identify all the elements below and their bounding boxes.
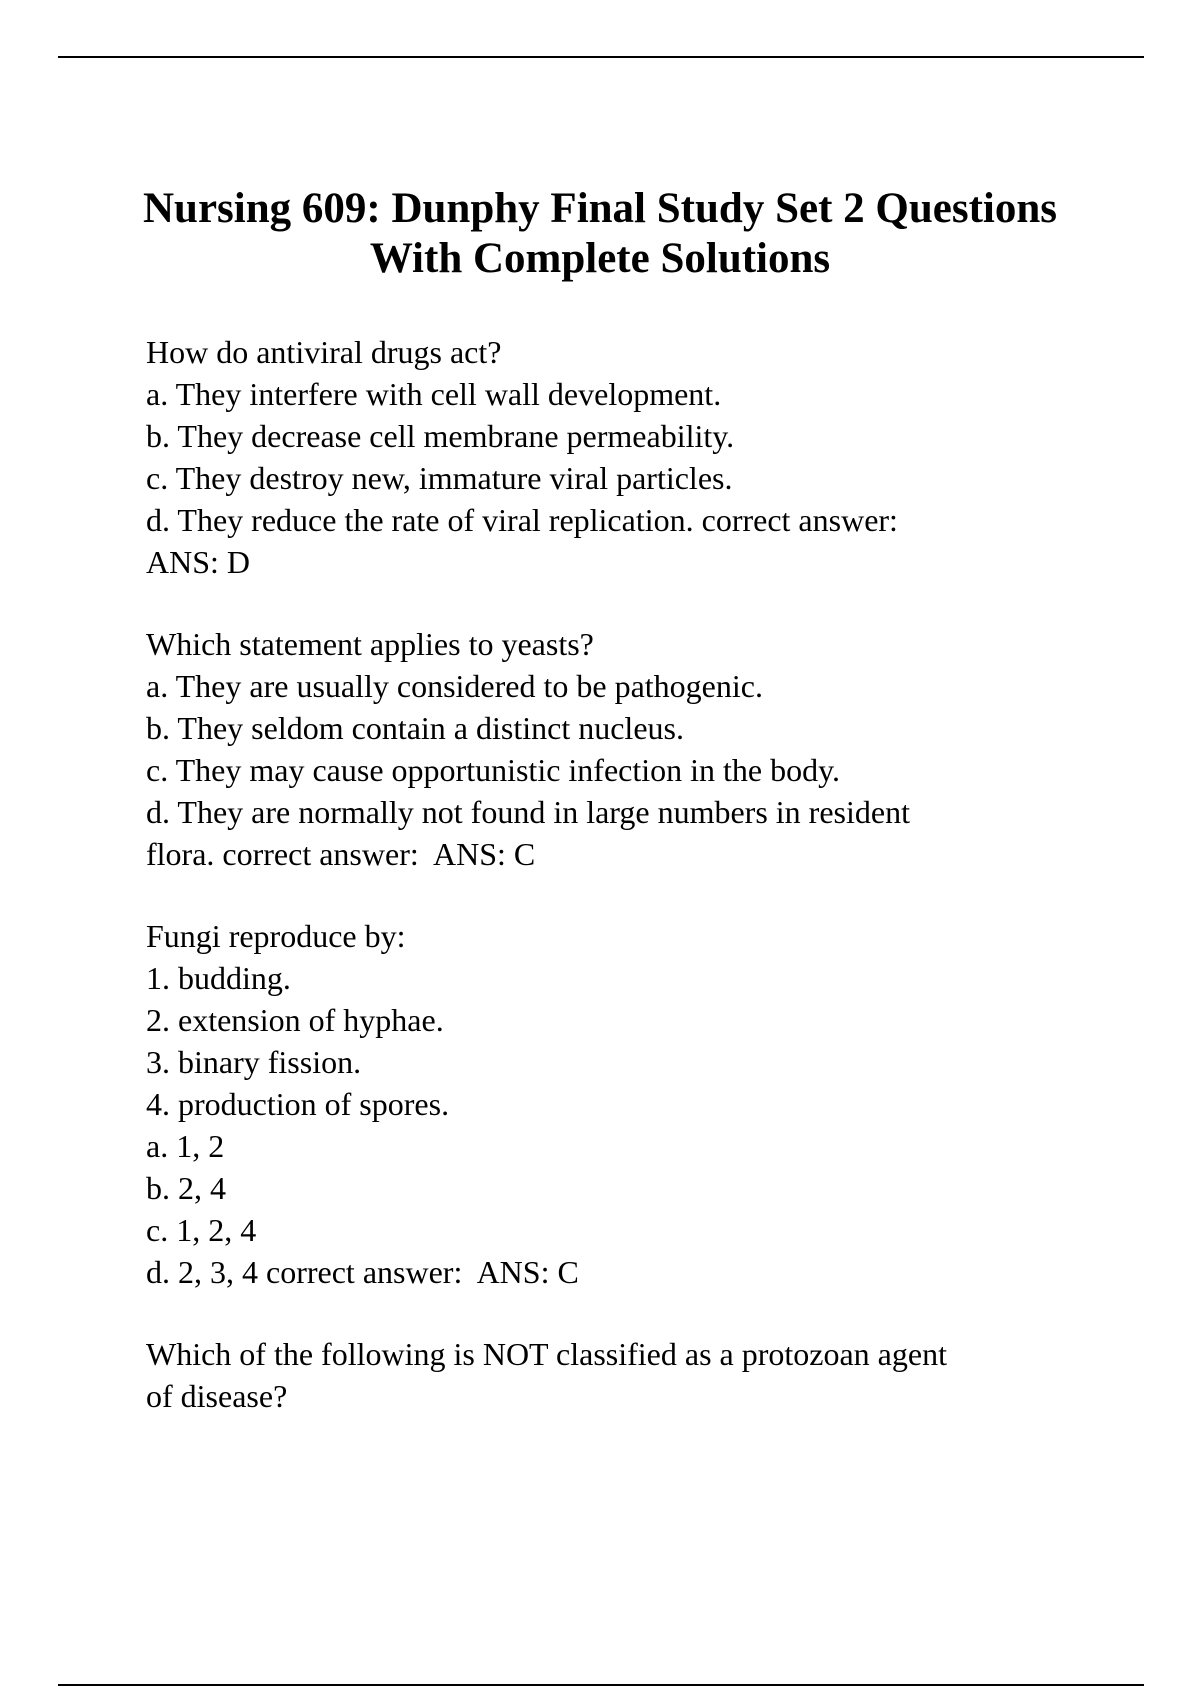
answer-option: c. They destroy new, immature viral particles. [146,460,733,496]
bottom-divider [58,1684,1144,1686]
question-block-3 [146,915,1146,1293]
page-title [100,184,1100,284]
question-block-1 [146,331,1146,583]
answer-option: a. They interfere with cell wall development. [146,376,722,412]
answer-option: b. They decrease cell membrane permeability. [146,418,735,454]
question-stem: Which statement applies to yeasts? [146,626,594,662]
question-stem-continued: of disease? [146,1378,288,1414]
answer-option: d. They are normally not found in large numbers in resident [146,794,910,830]
question-stem: How do antiviral drugs act? [146,334,502,370]
answer-option: a. 1, 2 [146,1128,225,1164]
title-line-1: Nursing 609: Dunphy Final Study Set 2 Questions [143,185,1057,232]
top-divider [58,56,1144,58]
answer-option: b. 2, 4 [146,1170,226,1206]
answer-key: d. 2, 3, 4 correct answer: ANS: C [146,1254,579,1290]
list-item: 2. extension of hyphae. [146,1002,444,1038]
answer-key: flora. correct answer: ANS: C [146,836,536,872]
list-item: 3. binary fission. [146,1044,362,1080]
answer-key: ANS: D [146,544,251,580]
question-list [146,331,1146,1457]
answer-option: b. They seldom contain a distinct nucleus. [146,710,684,746]
question-block-4 [146,1333,1146,1417]
question-block-2 [146,623,1146,875]
answer-option: d. They reduce the rate of viral replication. correct answer: [146,502,898,538]
list-item: 4. production of spores. [146,1086,450,1122]
list-item: 1. budding. [146,960,291,996]
question-stem: Fungi reproduce by: [146,918,406,954]
answer-option: c. 1, 2, 4 [146,1212,257,1248]
title-line-2: With Complete Solutions [369,235,831,282]
answer-option: a. They are usually considered to be pathogenic. [146,668,763,704]
question-stem: Which of the following is NOT classified as a protozoan agent [146,1336,947,1372]
answer-option: c. They may cause opportunistic infection in the body. [146,752,841,788]
